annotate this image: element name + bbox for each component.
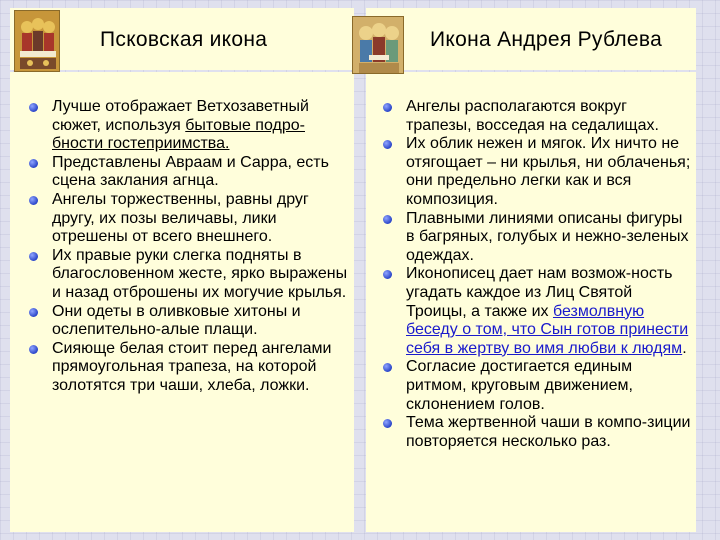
bullet-text: Они одеты в оливковые хитоны и ослепительно-алые плащи. (52, 302, 301, 339)
bullet-dot-icon (383, 215, 392, 224)
left-column-title: Псковская икона (100, 28, 268, 51)
bullet-dot-icon (383, 419, 392, 428)
bullet-text: Представлены Авраам и Сарра, есть сцена заклания агнца. (52, 153, 329, 190)
bullet-dot-icon (383, 270, 392, 279)
bullet-dot-icon (29, 196, 38, 205)
bullet-dot-icon (29, 252, 38, 261)
bullet-text: . (682, 339, 687, 357)
bullet-dot-icon (29, 159, 38, 168)
bullet-item (26, 303, 352, 340)
bullet-text: Ангелы торжественны, равны друг другу, их позы величавы, лики отрешены от всего внешнего. (52, 190, 309, 246)
bullet-text: Их правые руки слегка подняты в благословенном жесте, ярко выражены и назад отброшены их могучие крылья. (52, 246, 348, 301)
left-bullet-list (26, 98, 352, 396)
bullet-text: Иконописец дает нам возмож-ность угадать каждое из Лиц Святой Троицы, а также их (406, 265, 673, 320)
bullet-dot-icon (29, 345, 38, 354)
underlined-text: бытовые подро-бности гостеприимства. (52, 116, 305, 153)
bullet-item (380, 135, 692, 209)
pskov-icon-thumbnail (14, 10, 60, 72)
rublev-icon-thumbnail (352, 16, 404, 74)
bullet-text: Ангелы располагаются вокруг трапезы, восседая на седалищах. (406, 98, 659, 134)
bullet-dot-icon (383, 140, 392, 149)
bullet-item (380, 265, 692, 358)
bullet-item (26, 340, 352, 396)
bullet-item (380, 210, 692, 266)
bullet-text: Согласие достигается единым ритмом, круговым движением, склонением голов. (406, 358, 633, 413)
right-bullet-list (380, 98, 692, 451)
bullet-text: Сияюще белая стоит перед ангелами прямоугольная трапеза, на которой золотятся три чаши, хлеба, ложки. (52, 339, 332, 394)
bullet-item (26, 191, 352, 247)
bullet-dot-icon (383, 363, 392, 372)
right-column-title: Икона Андрея Рублева (430, 28, 663, 51)
bullet-item (380, 358, 692, 414)
bullet-item (380, 414, 692, 451)
bullet-dot-icon (29, 308, 38, 317)
bullet-text: Тема жертвенной чаши в компо-зиции повторяется несколько раз. (406, 414, 691, 450)
bullet-text: Плавными линиями описаны фигуры в багряных, голубых и нежно-зеленых одеждах. (406, 209, 689, 264)
bullet-item (26, 154, 352, 191)
bullet-item (26, 247, 352, 303)
bullet-dot-icon (29, 103, 38, 112)
hyperlink-text[interactable]: безмолвную беседу о том, что Сын готов принести себя в жертву во имя любви к людям (406, 302, 689, 357)
bullet-text: Их облик нежен и мягок. Их ничто не отягощает – ни крылья, ни облаченья; они предельно легки как и вся композиция. (406, 135, 691, 208)
bullet-item (26, 98, 352, 154)
bullet-text: Лучше отображает Ветхозаветный сюжет, используя (52, 98, 309, 134)
bullet-item (380, 98, 692, 135)
bullet-dot-icon (383, 103, 392, 112)
